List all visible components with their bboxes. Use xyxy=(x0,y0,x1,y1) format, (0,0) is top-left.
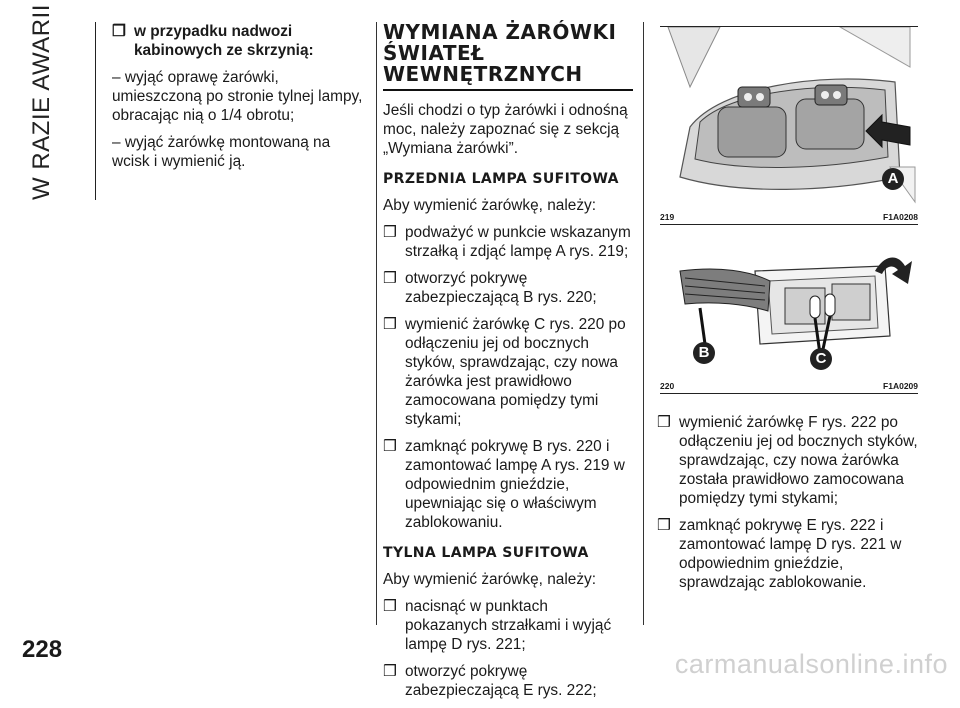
list-item xyxy=(657,516,919,592)
list-item xyxy=(112,22,364,60)
figure-220 xyxy=(660,226,918,394)
list-item xyxy=(383,269,633,307)
figure-code: F1A0208 xyxy=(883,212,918,222)
column-3 xyxy=(657,413,919,600)
list-item-text: wymienić żarówkę C rys. 220 po odłączeniu jej od bocznych styków, sprawdzając, czy nowa żarówka jest prawidłowo zamocowana pomiędzy tymi stykami; xyxy=(405,316,626,428)
column-2 xyxy=(383,22,633,708)
column-1 xyxy=(112,22,364,179)
front-dome-lamp-illustration xyxy=(660,27,918,207)
list-item xyxy=(657,413,919,508)
paragraph: Aby wymienić żarówkę, należy: xyxy=(383,197,596,214)
list-item-text: otworzyć pokrywę zabezpieczającą B rys. 220; xyxy=(405,270,597,306)
section-side-title: W RAZIE AWARII xyxy=(28,4,55,200)
list-item xyxy=(383,597,633,654)
callout-label-b: B xyxy=(693,342,715,364)
subsection-heading: PRZEDNIA LAMPA SUFITOWA xyxy=(383,171,619,187)
list-item-text: zamknąć pokrywę E rys. 222 i zamontować lampę D rys. 221 w odpowiednim gnieździe, sprawdzając zablokowanie. xyxy=(679,517,902,591)
bullet-heading: w przypadku nadwozi kabinowych ze skrzynią: xyxy=(134,23,314,59)
list-item xyxy=(383,437,633,532)
checkbox-bullet-icon: ❒ xyxy=(383,270,397,287)
paragraph: Jeśli chodzi o typ żarówki i odnośną moc, należy zapoznać się z sekcją „Wymiana żarówki”. xyxy=(383,102,628,157)
checkbox-bullet-icon: ❒ xyxy=(657,517,671,534)
paragraph: – wyjąć żarówkę montowaną na wcisk i wymienić ją. xyxy=(112,134,331,170)
list-item-text: nacisnąć w punktach pokazanych strzałkami i wyjąć lampę D rys. 221; xyxy=(405,598,612,653)
figure-caption xyxy=(660,381,918,394)
checkbox-bullet-icon: ❒ xyxy=(383,224,397,241)
checkbox-bullet-icon: ❒ xyxy=(383,438,397,455)
list-item-text: wymienić żarówkę F rys. 222 po odłączeniu jej od bocznych styków, sprawdzając, czy nowa żarówka została prawidłowo zamocowana pomiędzy tymi stykami; xyxy=(679,414,918,507)
list-item xyxy=(383,662,633,700)
checkbox-bullet-icon: ❒ xyxy=(383,598,397,615)
checkbox-bullet-icon: ❒ xyxy=(657,414,671,431)
page-number: 228 xyxy=(22,636,63,663)
list-item xyxy=(383,223,633,261)
list-item-text: otworzyć pokrywę zabezpieczającą E rys. 222; xyxy=(405,663,597,699)
list-item xyxy=(383,315,633,429)
figure-code: F1A0209 xyxy=(883,381,918,391)
paragraph: Aby wymienić żarówkę, należy: xyxy=(383,571,596,588)
section-heading: WYMIANA ŻARÓWKI ŚWIATEŁ WEWNĘTRZNYCH xyxy=(383,22,633,91)
list-item-text: podważyć w punkcie wskazanym strzałką i zdjąć lampę A rys. 219; xyxy=(405,224,631,260)
checkbox-bullet-icon: ❒ xyxy=(383,316,397,333)
figure-219 xyxy=(660,26,918,225)
figure-number: 220 xyxy=(660,381,675,391)
callout-label-a: A xyxy=(882,168,904,190)
watermark: carmanualsonline.info xyxy=(674,649,948,679)
paragraph: – wyjąć oprawę żarówki, umieszczoną po stronie tylnej lampy, obracając nią o 1/4 obrotu; xyxy=(112,69,363,124)
column-divider-1 xyxy=(376,22,377,625)
checkbox-bullet-icon: ❒ xyxy=(383,663,397,680)
figure-number: 219 xyxy=(660,212,675,222)
checkbox-bullet-icon: ❒ xyxy=(112,23,126,40)
side-divider xyxy=(95,22,96,200)
figure-caption xyxy=(660,212,918,225)
column-divider-2 xyxy=(643,22,644,625)
callout-label-c: C xyxy=(810,348,832,370)
list-item-text: zamknąć pokrywę B rys. 220 i zamontować lampę A rys. 219 w odpowiednim gnieździe, upewniając się o właściwym zablokowaniu. xyxy=(405,438,625,531)
subsection-heading: TYLNA LAMPA SUFITOWA xyxy=(383,545,589,561)
